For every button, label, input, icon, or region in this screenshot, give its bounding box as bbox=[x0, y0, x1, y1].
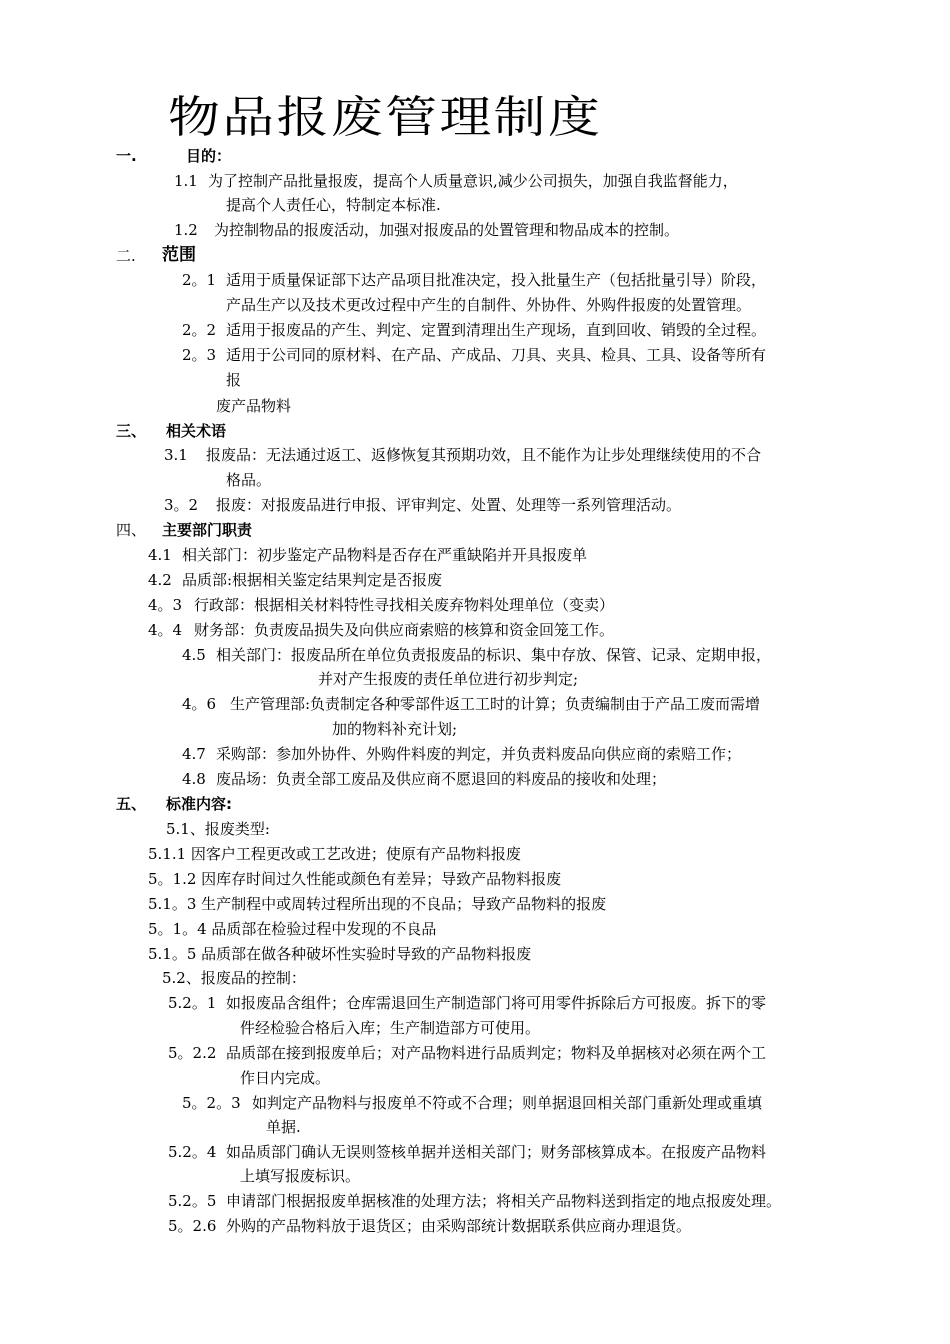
item-3-1-text: 报废品：无法通过返工、返修恢复其预期功效，且不能作为让步处理继续使用的不合 bbox=[206, 446, 762, 464]
item-1-1-continuation: 提高个人责任心，特制定本标准. bbox=[226, 196, 441, 214]
control-5-2-5-text: 申请部门根据报废单据核准的处理方法；将相关产品物料送到指定的地点报废处理。 bbox=[226, 1192, 782, 1210]
item-4-8-number: 4.8 bbox=[182, 770, 206, 788]
control-5-2-6-text: 外购的产品物料放于退货区；由采购部统计数据联系供应商办理退货。 bbox=[226, 1217, 692, 1235]
section-2-number: 二. bbox=[116, 247, 136, 265]
control-5-2-2-text: 品质部在接到报废单后；对产品物料进行品质判定；物料及单据核对必须在两个工 bbox=[226, 1044, 767, 1062]
control-5-2-2-number: 5。2.2 bbox=[168, 1044, 217, 1062]
section-5-heading: 标准内容: bbox=[166, 795, 232, 813]
control-5-2-3-continuation: 单据. bbox=[266, 1118, 301, 1136]
section-5-number: 五、 bbox=[116, 795, 147, 813]
item-4-2-text: 品质部:根据相关鉴定结果判定是否报废 bbox=[182, 571, 443, 589]
item-2-2-number: 2。2 bbox=[182, 321, 217, 339]
item-1-2-text: 为控制物品的报废活动，加强对报废品的处置管理和物品成本的控制。 bbox=[214, 221, 680, 239]
control-5-2-4-number: 5.2。4 bbox=[168, 1143, 217, 1161]
item-2-3-continuation: 报 bbox=[226, 371, 242, 389]
type-5-1-3: 5.1。3 生产制程中或周转过程所出现的不良品；导致产品物料的报废 bbox=[148, 895, 607, 913]
control-5-2-1-number: 5.2。1 bbox=[168, 994, 217, 1012]
item-4-7-text: 采购部：参加外协件、外购件料废的判定，并负责料废品向供应商的索赔工作； bbox=[216, 745, 742, 763]
item-4-2-number: 4.2 bbox=[148, 571, 172, 589]
item-3-1-number: 3.1 bbox=[164, 446, 188, 464]
item-4-1-number: 4.1 bbox=[148, 546, 172, 564]
section-1-heading: 目的： bbox=[186, 147, 232, 165]
subsection-5-1-heading: 5.1、报废类型: bbox=[166, 820, 270, 838]
item-4-8-text: 废品场：负责全部工废品及供应商不愿退回的料废品的接收和处理； bbox=[216, 770, 667, 788]
item-4-6-number: 4。6 bbox=[182, 695, 217, 713]
item-4-3-text: 行政部：根据相关材料特性寻找相关废弃物料处理单位（变卖） bbox=[194, 596, 615, 614]
item-2-2-text: 适用于报废品的产生、判定、定置到清理出生产现场，直到回收、销毁的全过程。 bbox=[226, 321, 767, 339]
type-5-1-1: 5.1.1 因客户工程更改或工艺改进；使原有产品物料报废 bbox=[148, 845, 521, 863]
item-4-3-number: 4。3 bbox=[148, 596, 183, 614]
document-title: 物品报废管理制度 bbox=[168, 92, 603, 143]
subsection-5-2-heading: 5.2、报废品的控制： bbox=[162, 969, 306, 987]
item-3-1-continuation: 格品。 bbox=[226, 471, 272, 489]
item-4-6-continuation: 加的物料补充计划; bbox=[332, 720, 458, 738]
control-5-2-1-text: 如报废品含组件；仓库需退回生产制造部门将可用零件拆除后方可报废。拆下的零 bbox=[226, 994, 767, 1012]
item-2-1-number: 2。1 bbox=[182, 271, 217, 289]
item-1-1-number: 1.1 bbox=[174, 172, 198, 190]
item-4-7-number: 4.7 bbox=[182, 745, 206, 763]
item-2-3-text: 适用于公司同的原材料、在产品、产成品、刀具、夹具、检具、工具、设备等所有 bbox=[226, 346, 767, 364]
control-5-2-4-text: 如品质部门确认无误则签核单据并送相关部门；财务部核算成本。在报废产品物料 bbox=[226, 1143, 767, 1161]
item-3-2-number: 3。2 bbox=[164, 496, 199, 514]
item-4-6-text: 生产管理部:负责制定各种零部件返工工时的计算；负责编制由于产品工废而需增 bbox=[230, 695, 761, 713]
section-4-number: 四、 bbox=[116, 521, 147, 539]
item-2-3-continuation-2: 废产品物料 bbox=[216, 397, 292, 415]
item-4-5-number: 4.5 bbox=[182, 646, 206, 664]
control-5-2-5-number: 5.2。5 bbox=[168, 1192, 217, 1210]
section-3-heading: 相关术语 bbox=[166, 422, 227, 440]
item-1-2-number: 1.2 bbox=[174, 221, 198, 239]
type-5-1-2: 5。1.2 因库存时间过久性能或颜色有差异；导致产品物料报废 bbox=[148, 870, 562, 888]
section-3-number: 三、 bbox=[116, 422, 147, 440]
control-5-2-3-number: 5。2。3 bbox=[182, 1094, 241, 1112]
item-4-4-number: 4。4 bbox=[148, 621, 183, 639]
control-5-2-3-text: 如判定产品物料与报废单不符或不合理；则单据退回相关部门重新处理或重填 bbox=[252, 1094, 763, 1112]
control-5-2-2-continuation: 作日内完成。 bbox=[240, 1069, 331, 1087]
control-5-2-1-continuation: 件经检验合格后入库；生产制造部方可使用。 bbox=[240, 1019, 541, 1037]
control-5-2-4-continuation: 上填写报废标识。 bbox=[240, 1167, 361, 1185]
type-5-1-4: 5。1。4 品质部在检验过程中发现的不良品 bbox=[148, 920, 437, 938]
control-5-2-6-number: 5。2.6 bbox=[168, 1217, 217, 1235]
section-1-number: 一. bbox=[116, 147, 137, 165]
item-4-1-text: 相关部门：初步鉴定产品物料是否存在严重缺陷并开具报废单 bbox=[182, 546, 588, 564]
item-2-3-number: 2。3 bbox=[182, 346, 217, 364]
item-4-4-text: 财务部：负责废品损失及向供应商索赔的核算和资金回笼工作。 bbox=[194, 621, 615, 639]
item-3-2-text: 报废：对报废品进行申报、评审判定、处置、处理等一系列管理活动。 bbox=[216, 496, 682, 514]
item-1-1-text: 为了控制产品批量报废，提高个人质量意识,减少公司损失，加强自我监督能力， bbox=[208, 172, 738, 190]
item-2-1-continuation: 产品生产以及技术更改过程中产生的自制件、外协件、外购件报废的处置管理。 bbox=[226, 296, 752, 314]
section-2-heading: 范围 bbox=[162, 245, 196, 265]
item-4-5-continuation: 并对产生报废的责任单位进行初步判定; bbox=[318, 670, 579, 688]
section-4-heading: 主要部门职责 bbox=[162, 521, 253, 539]
type-5-1-5: 5.1。5 品质部在做各种破坏性实验时导致的产品物料报废 bbox=[148, 945, 532, 963]
item-2-1-text: 适用于质量保证部下达产品项目批准决定，投入批量生产（包括批量引导）阶段， bbox=[226, 271, 767, 289]
item-4-5-text: 相关部门：报废品所在单位负责报废品的标识、集中存放、保管、记录、定期申报， bbox=[216, 646, 772, 664]
